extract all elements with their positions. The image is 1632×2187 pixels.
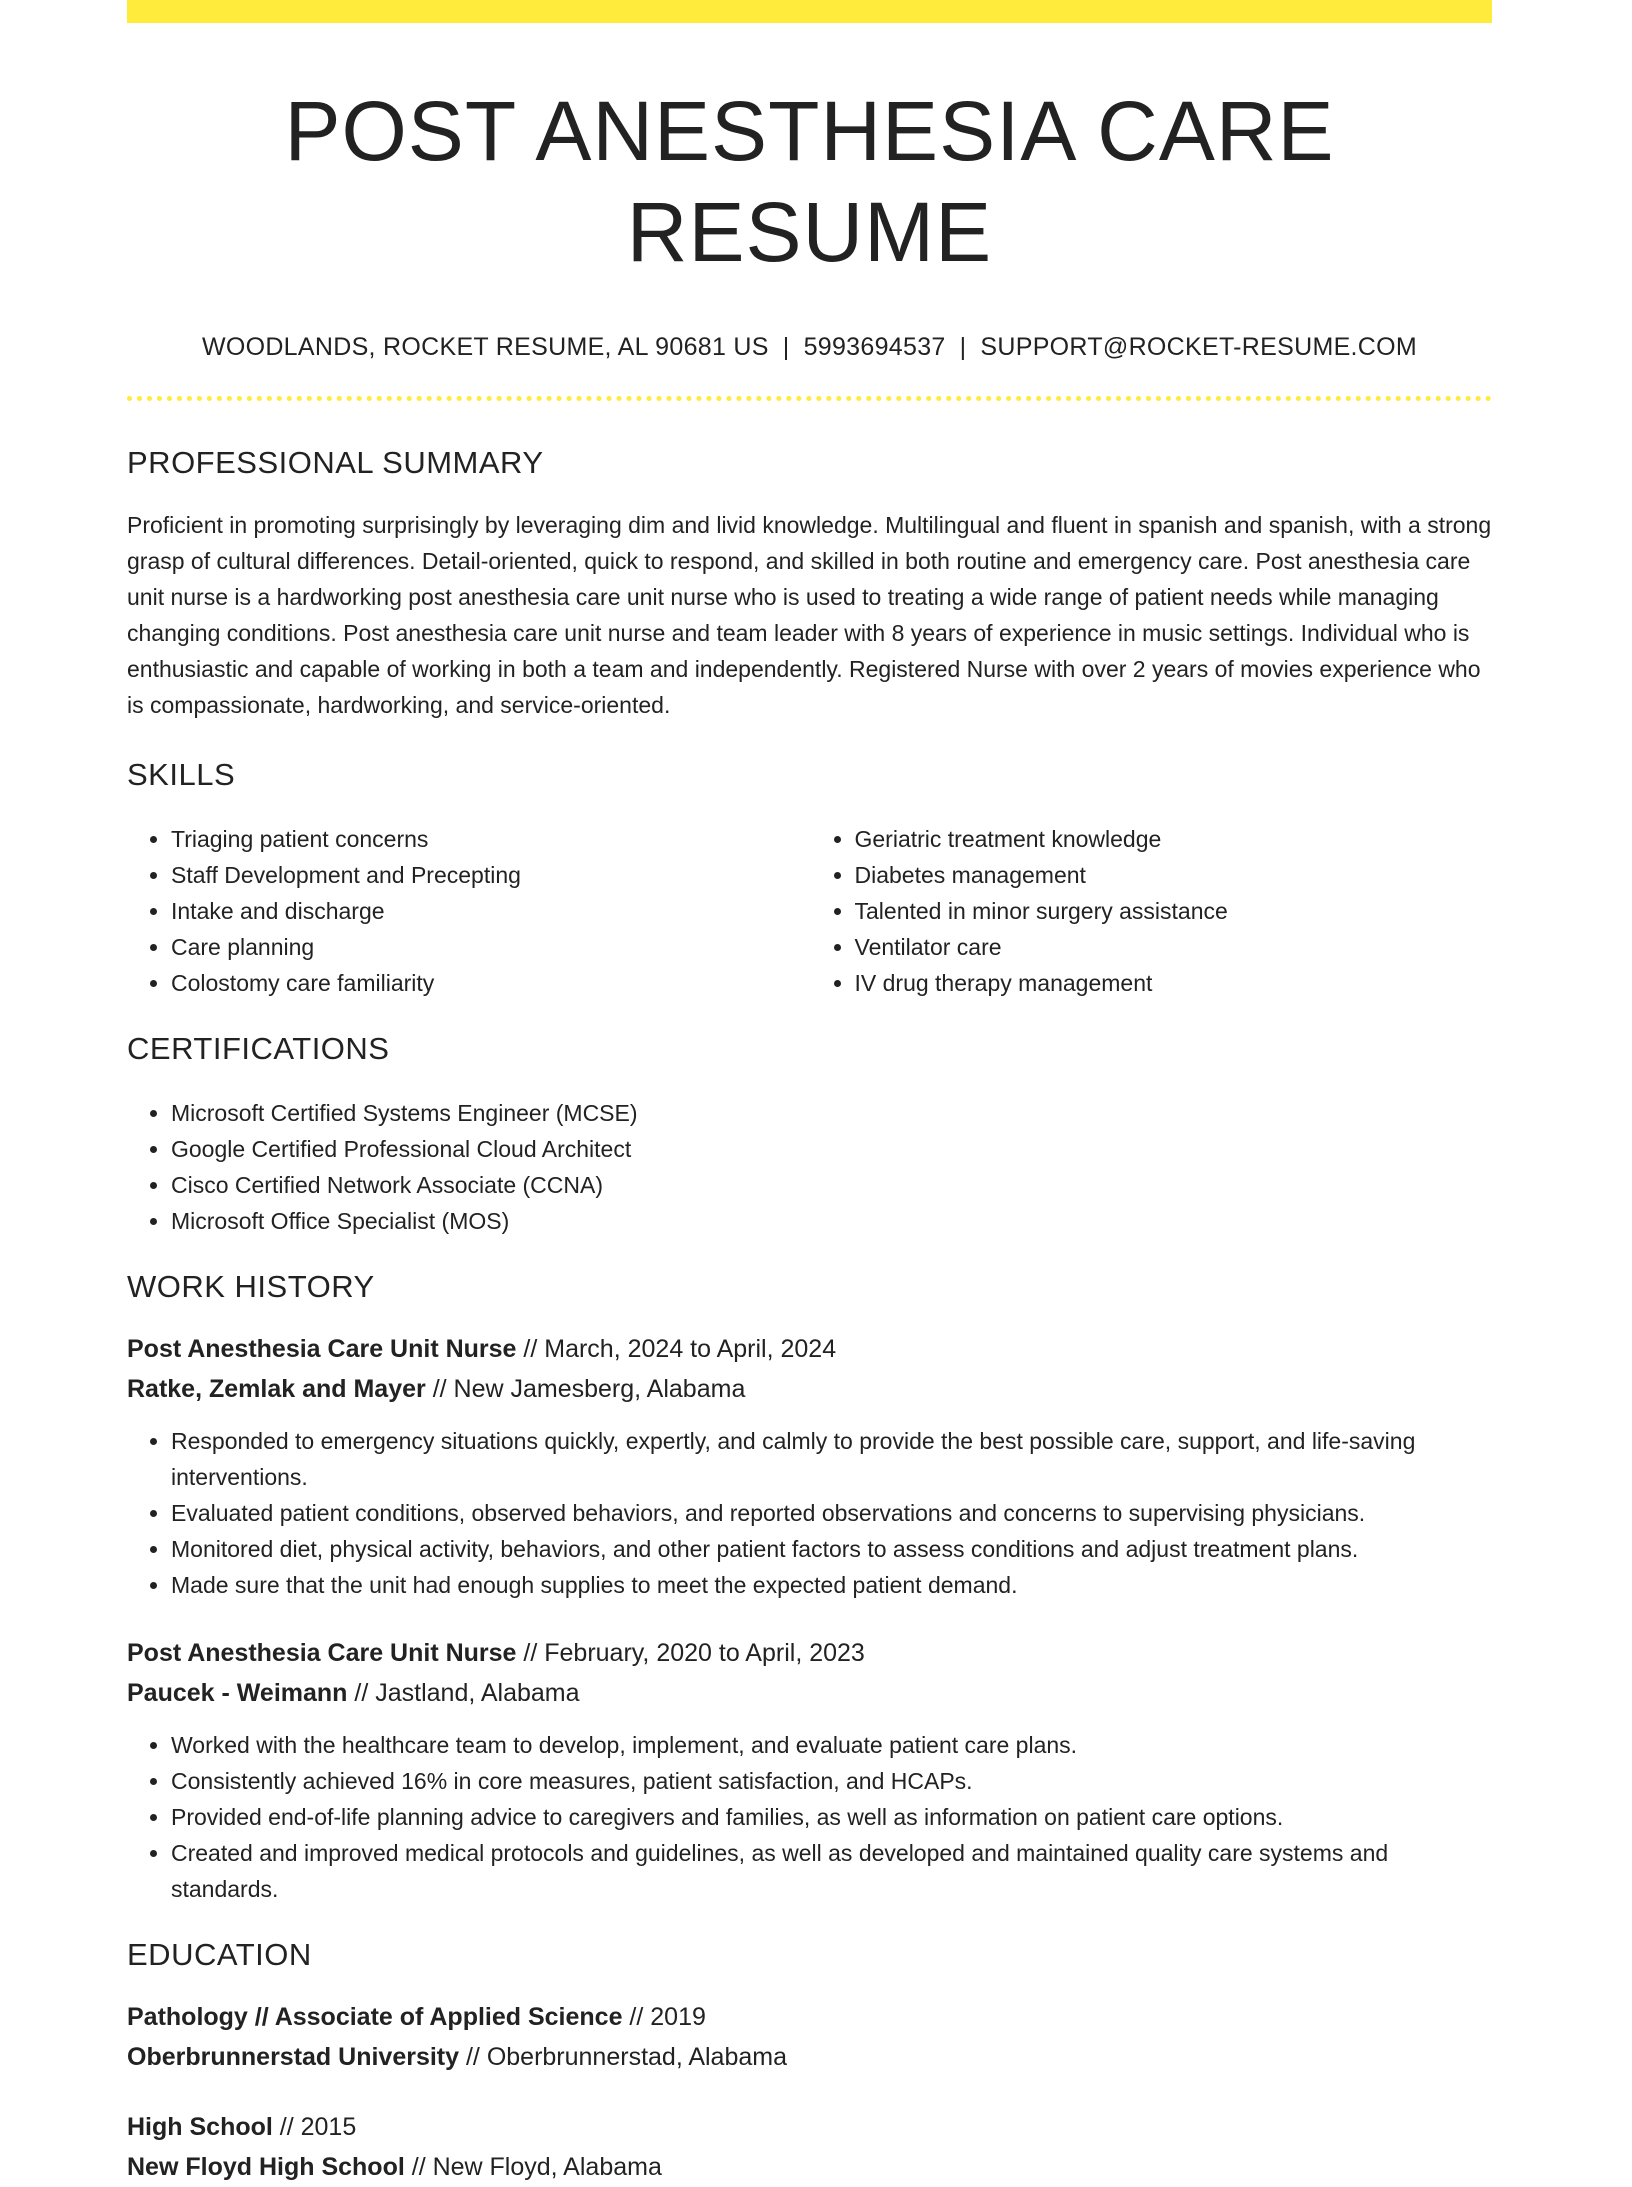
job-location: // New Jamesberg, Alabama <box>425 1374 746 1403</box>
skill-item: • Care planning <box>171 929 810 965</box>
job-duty: • Evaluated patient conditions, observed behaviors, and reported observations and concerns to supervising physicians. <box>171 1495 1492 1531</box>
job-duty: • Consistently achieved 16% in core measures, patient satisfaction, and HCAPs. <box>171 1763 1492 1799</box>
skill-item: • Diabetes management <box>855 857 1493 893</box>
contact-line <box>127 333 1492 362</box>
skill-item: • IV drug therapy management <box>855 965 1493 1001</box>
job-company-line <box>127 1369 1492 1409</box>
education-school: New Floyd High School <box>127 2152 405 2181</box>
certification-item: • Microsoft Office Specialist (MOS) <box>171 1203 1492 1239</box>
skill-item: • Geriatric treatment knowledge <box>855 821 1493 857</box>
education-year: // 2015 <box>272 2112 357 2141</box>
skill-item: • Triaging patient concerns <box>171 821 810 857</box>
education-school: Oberbrunnerstad University <box>127 2042 460 2071</box>
skill-item: • Ventilator care <box>855 929 1493 965</box>
summary-text: Proficient in promoting surprisingly by leveraging dim and livid knowledge. Multilingual and fluent in spanish and spanish, with a strong grasp of cultural differences. Detail-oriented, quick to respond, and skilled in both routine and emergency care. Post anesthesia care unit nurse is a hardworking post anesthesia care unit nurse who is used to treating a wide range of patient needs while managing changing conditions. Post anesthesia care unit nurse and team leader with 8 years of experience in music settings. Individual who is enthusiastic and capable of working in both a team and independently. Registered Nurse with over 2 years of movies experience who is compassionate, hardworking, and service-oriented. <box>127 511 1492 718</box>
job-entry <box>127 1329 1492 1603</box>
resume-title: POST ANESTHESIA CARE RESUME <box>284 84 1335 279</box>
job-duty: • Provided end-of-life planning advice to caregivers and families, as well as information on patient care options. <box>171 1799 1492 1835</box>
job-duty: • Monitored diet, physical activity, behaviors, and other patient factors to assess conditions and adjust treatment plans. <box>171 1531 1492 1567</box>
job-duties-list <box>127 1423 1492 1603</box>
certification-item: • Microsoft Certified Systems Engineer (MCSE) <box>171 1095 1492 1131</box>
work-history-heading: WORK HISTORY <box>127 1268 375 1304</box>
dotted-divider <box>127 396 1492 401</box>
resume-page <box>127 0 1492 2187</box>
job-duties-list <box>127 1727 1492 1907</box>
summary-heading: PROFESSIONAL SUMMARY <box>127 444 544 480</box>
education-year: // 2019 <box>622 2002 706 2031</box>
education-heading: EDUCATION <box>127 1936 312 1972</box>
contact-phone: 5993694537 <box>803 332 946 361</box>
education-degree: Pathology // Associate of Applied Science <box>127 2002 623 2031</box>
education-location: // New Floyd, Alabama <box>404 2152 662 2181</box>
certification-item: • Google Certified Professional Cloud Architect <box>171 1131 1492 1167</box>
skill-item: • Talented in minor surgery assistance <box>855 893 1493 929</box>
contact-separator: | <box>959 332 967 361</box>
job-entry <box>127 1633 1492 1907</box>
job-duty: • Created and improved medical protocols and guidelines, as well as developed and maintained quality care systems and standards. <box>171 1835 1492 1907</box>
skill-item: • Staff Development and Precepting <box>171 857 810 893</box>
skills-column-left <box>127 821 810 1001</box>
certifications-heading: CERTIFICATIONS <box>127 1030 390 1066</box>
job-company-line <box>127 1673 1492 1713</box>
contact-separator: | <box>782 332 790 361</box>
skills-list <box>127 821 1492 1001</box>
job-location: // Jastland, Alabama <box>347 1678 580 1707</box>
skills-heading: SKILLS <box>127 756 236 792</box>
skills-column-right <box>810 821 1493 1001</box>
accent-top-bar <box>127 0 1492 23</box>
skill-item: • Intake and discharge <box>171 893 810 929</box>
education-degree: High School <box>127 2112 273 2141</box>
job-company: Paucek - Weimann <box>127 1678 348 1707</box>
job-title: Post Anesthesia Care Unit Nurse <box>127 1638 517 1667</box>
skill-item: • Colostomy care familiarity <box>171 965 810 1001</box>
job-title: Post Anesthesia Care Unit Nurse <box>127 1334 517 1363</box>
education-degree-line <box>127 1997 1492 2037</box>
job-company: Ratke, Zemlak and Mayer <box>127 1374 426 1403</box>
job-dates: // February, 2020 to April, 2023 <box>516 1638 865 1667</box>
contact-email: SUPPORT@ROCKET-RESUME.COM <box>980 332 1418 361</box>
certifications-list <box>127 1095 1492 1239</box>
job-duty: • Responded to emergency situations quickly, expertly, and calmly to provide the best possible care, support, and life-saving interventions. <box>171 1423 1492 1495</box>
education-school-line <box>127 2147 1492 2187</box>
job-title-line <box>127 1633 1492 1673</box>
education-location: // Oberbrunnerstad, Alabama <box>459 2042 787 2071</box>
job-dates: // March, 2024 to April, 2024 <box>516 1334 837 1363</box>
job-duty: • Worked with the healthcare team to develop, implement, and evaluate patient care plans. <box>171 1727 1492 1763</box>
job-title-line <box>127 1329 1492 1369</box>
certification-item: • Cisco Certified Network Associate (CCNA) <box>171 1167 1492 1203</box>
education-entry <box>127 1997 1492 2077</box>
contact-address: WOODLANDS, ROCKET RESUME, AL 90681 US <box>201 332 769 361</box>
education-entry <box>127 2107 1492 2187</box>
education-degree-line <box>127 2107 1492 2147</box>
education-school-line <box>127 2037 1492 2077</box>
job-duty: • Made sure that the unit had enough supplies to meet the expected patient demand. <box>171 1567 1492 1603</box>
